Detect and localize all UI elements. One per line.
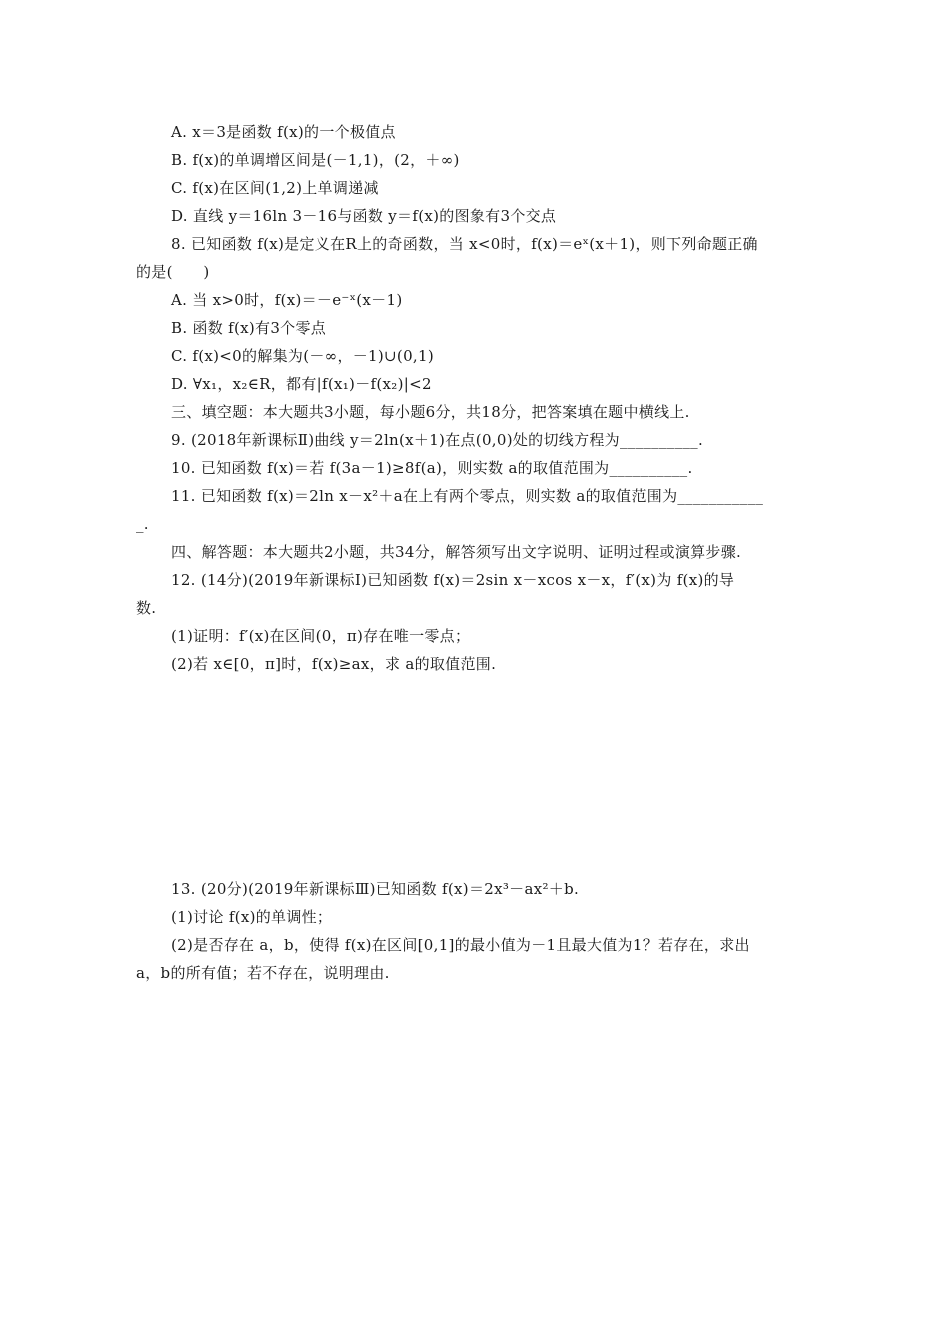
q7-option-d: D. 直线 y＝16ln 3－16与函数 y＝f(x)的图象有3个交点 [171, 207, 557, 225]
q8-stem-cont: 的是( ) [136, 263, 210, 281]
q9: 9. (2018年新课标Ⅱ)曲线 y＝2ln(x＋1)在点(0,0)处的切线方程为__________. [171, 431, 704, 449]
q8-option-b: B. 函数 f(x)有3个零点 [171, 319, 327, 337]
q8-option-d: D. ∀x₁，x₂∈R，都有|f(x₁)－f(x₂)|<2 [171, 375, 432, 393]
q13-part-2-cont: a，b的所有值；若不存在，说明理由. [136, 964, 390, 982]
q7-option-c: C. f(x)在区间(1,2)上单调递减 [171, 179, 379, 197]
q8-stem: 8. 已知函数 f(x)是定义在R上的奇函数，当 x<0时，f(x)＝eˣ(x＋1)，则下列命题正确 [171, 235, 758, 253]
q7-option-a: A. x＝3是函数 f(x)的一个极值点 [171, 123, 396, 141]
q8-option-c: C. f(x)<0的解集为(－∞，－1)∪(0,1) [171, 347, 434, 365]
q8-option-a: A. 当 x>0时，f(x)＝－e⁻ˣ(x－1) [171, 291, 403, 309]
q12-part-1: (1)证明：f′(x)在区间(0，π)存在唯一零点； [171, 627, 471, 645]
section-3-heading: 三、填空题：本大题共3小题，每小题6分，共18分，把答案填在题中横线上. [171, 403, 690, 421]
section-4-heading: 四、解答题：本大题共2小题，共34分，解答须写出文字说明、证明过程或演算步骤. [171, 543, 742, 561]
q13-stem: 13. (20分)(2019年新课标Ⅲ)已知函数 f(x)＝2x³－ax²＋b. [171, 880, 580, 898]
q13-part-2: (2)是否存在 a，b，使得 f(x)在区间[0,1]的最小值为－1且最大值为1？若存在，求出 [171, 936, 750, 954]
q11: 11. 已知函数 f(x)＝2ln x－x²＋a在上有两个零点，则实数 a的取值范围为___________ [171, 487, 764, 505]
q12-stem-cont: 数. [136, 599, 157, 617]
q7-option-b: B. f(x)的单调增区间是(－1,1)，(2，＋∞) [171, 151, 460, 169]
q12-stem: 12. (14分)(2019年新课标Ⅰ)已知函数 f(x)＝2sin x－xcos x－x，f′(x)为 f(x)的导 [171, 571, 735, 589]
q11-cont: _. [136, 515, 149, 533]
q10: 10. 已知函数 f(x)＝若 f(3a－1)≥8f(a)，则实数 a的取值范围为__________. [171, 459, 693, 477]
q12-part-2: (2)若 x∈[0，π]时，f(x)≥ax，求 a的取值范围. [171, 655, 497, 673]
q13-part-1: (1)讨论 f(x)的单调性； [171, 908, 333, 926]
